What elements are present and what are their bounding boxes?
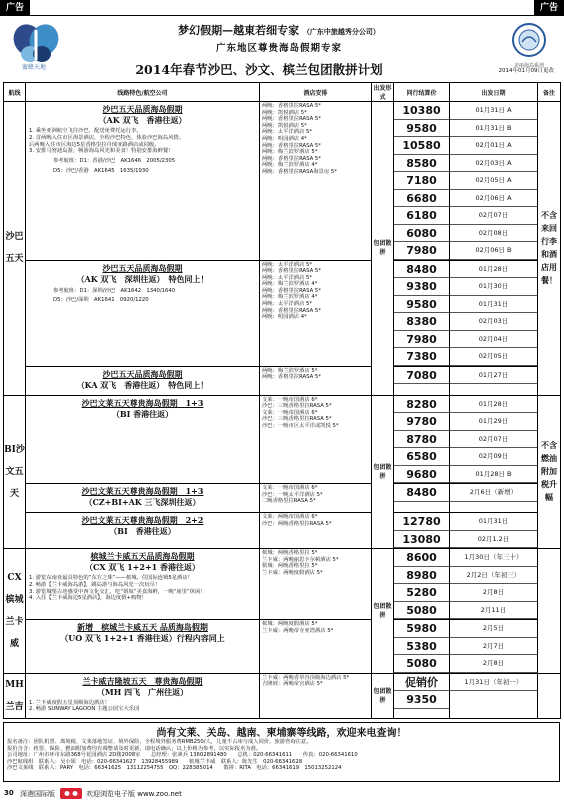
section-row bbox=[4, 484, 561, 513]
website-link[interactable]: 欢迎浏览电子版 www.zoo.net bbox=[86, 790, 182, 798]
feature-note: 后两晚入住市区海边5星香格里拉丹绒亚路酒店或同级。 bbox=[29, 141, 160, 148]
product-code: （MH 四飞 广州往返） bbox=[96, 686, 189, 697]
date-cell bbox=[450, 549, 538, 620]
footer-note-1: 报名备注：团队机票、离境税、文莱落地签证、境外保险、全程境外服务费RMB250/人，儿童不占床与成人同价，旅游咨询注意。 bbox=[7, 739, 312, 745]
updated-date: 2014年01月09日更改 bbox=[498, 68, 554, 74]
hotel-cell bbox=[260, 549, 372, 620]
price-value: 8480 bbox=[394, 484, 449, 502]
hotel-cell bbox=[260, 620, 372, 674]
date-cell bbox=[450, 260, 538, 366]
section-row bbox=[4, 620, 561, 674]
departure-date: 02月07日 bbox=[450, 431, 537, 449]
feature-note: 3. 游览城堡古迹感受中西文化交汇，吃“姐妹”美食海鲜，一晚“庙里”休闲！ bbox=[29, 588, 206, 595]
hotel-line: 文莱：两晚帝国酒店 6* bbox=[262, 514, 318, 520]
hotel-line: 沙巴：两晚香格里拉RASA 5* bbox=[262, 520, 332, 527]
departure-date: 02月04日 bbox=[450, 331, 537, 349]
price-value: 7380 bbox=[394, 348, 449, 366]
remark-cell bbox=[538, 549, 561, 674]
flight-info: 参考航班：D1：深圳/沙巴 AK1642 1340/1640 bbox=[53, 287, 176, 294]
departure-date: 02月1.2日 bbox=[450, 531, 537, 549]
price-value: 5280 bbox=[394, 584, 449, 602]
feature-note: 2. 畅游【兰卡威海岛游】，跳岛游与海岛风光一次玩尽！ bbox=[29, 581, 161, 588]
price-value: 7980 bbox=[394, 242, 449, 260]
route-cell bbox=[26, 620, 260, 674]
price-value: 9680 bbox=[394, 466, 449, 484]
departure-date: 02月06日 A bbox=[450, 190, 537, 208]
departure-date: 02月05日 bbox=[450, 348, 537, 366]
product-code: （CX 双飞 1+2+1 香港往返） bbox=[84, 562, 201, 572]
remark-cell bbox=[538, 673, 561, 718]
price-value: 6180 bbox=[394, 207, 449, 225]
feature-note: 2. 首两晚入住市区海景酒店，全程沙巴特色，体验沙巴海岛风情。 bbox=[29, 134, 185, 141]
departure-date: 02月09日 bbox=[450, 448, 537, 466]
remark-cell: 不含来回行李和酒店用餐！ bbox=[538, 102, 561, 396]
price-value: 9580 bbox=[394, 120, 449, 138]
departure-date: 01月27日 bbox=[450, 367, 537, 385]
feature-note: 1. 游览东南亚最具特色的“东方之珠”——槟城，住国际连锁5星酒店！ bbox=[29, 575, 193, 581]
section-row bbox=[4, 673, 561, 718]
hotel-line: 两晚：梅兰滨罗酒店 5* bbox=[262, 149, 318, 156]
price-cell bbox=[394, 513, 450, 549]
hotel-line: 两晚：梅兰滨罗酒店 5* bbox=[262, 367, 318, 374]
product-title: 沙巴文莱五天尊贵海岛假期 1+3 bbox=[81, 397, 204, 408]
price-cell bbox=[394, 102, 450, 261]
hotel-line: 沙巴：一晚市区太平洋或凯悦 5* bbox=[262, 422, 339, 429]
col-date: 出发日期 bbox=[450, 83, 538, 102]
departure-date: 02月08日 bbox=[450, 225, 537, 243]
product-code: （CZ+BI+AK 三飞深圳往返） bbox=[84, 497, 201, 507]
hotel-line: 兰卡威：两晚丽思卡尔顿酒店 5* bbox=[262, 556, 339, 563]
price-value: 7180 bbox=[394, 172, 449, 190]
route-cell bbox=[26, 366, 260, 395]
hotel-line: 槟城：两晚香格里拉 5* bbox=[262, 550, 318, 556]
price-value: 9380 bbox=[394, 278, 449, 296]
footer-contact-3: 沙巴文莱线 联系人：PARY 电话：66341625 13112254755 QQ：228385014 散拼：RITA 电话：66341619 15013252124 bbox=[7, 765, 342, 772]
region-cell: MH兰吉 bbox=[4, 673, 26, 718]
price-value: 8280 bbox=[394, 396, 449, 414]
price-value: 10580 bbox=[394, 137, 449, 155]
hotel-line: 两晚：香格里拉RASA 5* bbox=[262, 287, 321, 294]
ad-label-right: 广告 bbox=[534, 0, 564, 16]
feature-note: 3. 安排马努迪岛游，畅游海岛风光和美食！特别安排海鲜餐！ bbox=[29, 148, 174, 155]
price-value: 6580 bbox=[394, 448, 449, 466]
price-value: 6080 bbox=[394, 225, 449, 243]
hotel-line: 文莱：一晚帝国酒店 6* bbox=[262, 396, 318, 403]
col-form: 出发形式 bbox=[372, 83, 394, 102]
region-cell: CX槟城兰卡威 bbox=[4, 549, 26, 674]
hotel-cell bbox=[260, 366, 372, 395]
date-cell bbox=[450, 513, 538, 549]
price-value: 6680 bbox=[394, 190, 449, 208]
price-value: 8600 bbox=[394, 549, 449, 567]
hotel-line: 沙巴：三晚香格里拉RASA 5* bbox=[262, 416, 332, 423]
price-cell bbox=[394, 395, 450, 484]
departure-form-cell: 包团散拼 bbox=[372, 673, 394, 718]
feature-note: 2. 畅游 SUNWAY LAGOON 主题公园宝大乐园 bbox=[29, 706, 140, 713]
header-subtitle: 广东地区尊贵海岛假期专家 bbox=[215, 43, 342, 54]
hotel-cell bbox=[260, 395, 372, 484]
section-row bbox=[4, 366, 561, 395]
price-value: 促销价 bbox=[394, 674, 449, 692]
hotel-line: 二晚香格里拉RASA 5* bbox=[262, 498, 316, 505]
hotel-line: 两晚：梅兰滨罗酒店 4* bbox=[262, 281, 318, 288]
date-cell bbox=[450, 395, 538, 484]
price-value: 9780 bbox=[394, 413, 449, 431]
departure-date: 2月5日 bbox=[450, 620, 537, 638]
date-cell bbox=[450, 620, 538, 674]
region-cell: BI沙文五天 bbox=[4, 395, 26, 549]
departure-date: 1月30日（年三十） bbox=[450, 549, 537, 567]
route-cell bbox=[26, 484, 260, 513]
price-value: 10380 bbox=[394, 102, 449, 120]
footer-contact-2: 沙巴航线组 联系人：吴小姐 电话：020-66341627 13928455989 槟城兰卡威 联系人：陈先生 020-66341628 bbox=[7, 758, 303, 765]
price-value: 5080 bbox=[394, 602, 449, 620]
departure-date: 02月03日 A bbox=[450, 155, 537, 173]
price-cell bbox=[394, 673, 450, 718]
hotel-line: 两晚：香格里拉RASA 5* bbox=[262, 155, 321, 162]
hotel-line: 兰卡威：两晚香草谷顶级海边酒店 5* bbox=[262, 674, 350, 681]
price-cell bbox=[394, 484, 450, 513]
departure-date: 01月31日 bbox=[450, 513, 537, 531]
hotel-cell bbox=[260, 484, 372, 513]
departure-date: 01月28日 bbox=[450, 261, 537, 279]
hotel-line: 两晚：香格里拉RASA 5* bbox=[262, 268, 321, 275]
header-title bbox=[64, 22, 494, 38]
departure-date: 02月07日 bbox=[450, 207, 537, 225]
itinerary-table bbox=[3, 82, 561, 719]
hotel-cell bbox=[260, 260, 372, 366]
hotel-line: 两晚：香格里拉RASA 5* bbox=[262, 142, 321, 149]
feature-note: 4. 入住【兰卡威海边5星酒店】，海边度假+购物！ bbox=[29, 595, 147, 602]
route-cell bbox=[26, 513, 260, 549]
product-title: 沙巴五天品质海岛假期 bbox=[102, 368, 183, 379]
hotel-line: 两晚：太平洋酒店 5* bbox=[262, 261, 313, 268]
price-value: 5080 bbox=[394, 655, 449, 673]
flight-info: 参考航班：D1：香港/沙巴 AK1646 2005/2305 bbox=[53, 158, 176, 165]
price-value: 8580 bbox=[394, 155, 449, 173]
section-row bbox=[4, 513, 561, 549]
footer-note-2: 报价含含：机票、保险、燃油附加费均有调整请及时更新，请电话确认；以上价格为参考，以实际报名为准。 bbox=[7, 745, 262, 752]
price-value: 8480 bbox=[394, 261, 449, 279]
route-cell bbox=[26, 260, 260, 366]
price-value: 13080 bbox=[394, 531, 449, 549]
section-row bbox=[4, 102, 561, 261]
hotel-line: 两晚：太平洋酒店 5* bbox=[262, 301, 313, 308]
footer-title: 尚有文莱、关岛、越南、柬埔寨等线路，欢迎来电查询！ bbox=[156, 728, 407, 739]
price-cell bbox=[394, 366, 450, 395]
departure-date: 2月6日（新增） bbox=[450, 484, 537, 502]
hotel-line: 两晚：梅兰滨罗酒店 4* bbox=[262, 162, 318, 169]
route-cell bbox=[26, 673, 260, 718]
ad-label-left: 广告 bbox=[0, 0, 30, 16]
product-code: （BI 香港往返） bbox=[111, 408, 174, 419]
region-cell: 沙巴五天 bbox=[4, 102, 26, 396]
departure-date: 02月06日 B bbox=[450, 242, 537, 260]
hotel-line: 两晚：太平洋酒店 5* bbox=[262, 129, 313, 136]
price-value: 7080 bbox=[394, 367, 449, 385]
hotel-line: 两晚：香格里拉RASA 5* bbox=[262, 374, 321, 381]
departure-form-cell: 包团散拼 bbox=[372, 102, 394, 396]
departure-form-cell: 包团散拼 bbox=[372, 395, 394, 549]
product-title: 沙巴五天品质海岛假期 bbox=[102, 104, 183, 114]
hotel-line: 兰卡威：两晚度假酒店 5* bbox=[262, 569, 323, 576]
hotel-line: 沙巴：一晚太平洋酒店 5* bbox=[262, 491, 323, 498]
route-cell bbox=[26, 395, 260, 484]
product-title: 沙巴文莱五天尊贵海岛假期 1+3 bbox=[81, 486, 204, 496]
bottom-bar bbox=[0, 788, 564, 800]
hotel-line: 两晚：香格里拉RASA 5* bbox=[262, 307, 321, 314]
price-cell bbox=[394, 549, 450, 620]
product-code: （AK 双飞 香港往返） bbox=[98, 115, 187, 125]
footer-panel bbox=[3, 722, 560, 782]
col-price: 同行结算价 bbox=[394, 83, 450, 102]
price-value: 8980 bbox=[394, 567, 449, 585]
departure-date: 02月03日 bbox=[450, 313, 537, 331]
price-value: 7980 bbox=[394, 331, 449, 349]
product-title: 沙巴文莱五天尊贵海岛假期 2+2 bbox=[81, 515, 204, 525]
date-cell bbox=[450, 366, 538, 395]
section-row bbox=[4, 260, 561, 366]
price-cell bbox=[394, 620, 450, 674]
product-title: 新增 槟城兰卡威五天 品质海岛假期 bbox=[77, 622, 208, 632]
itinerary-body bbox=[4, 102, 561, 719]
price-value: 8380 bbox=[394, 313, 449, 331]
table-header-row bbox=[4, 83, 561, 102]
hotel-line: 兰卡威：两晚帝寺亚湾酒店 5* bbox=[262, 627, 334, 634]
departure-date: 01月28日 bbox=[450, 396, 537, 414]
hotel-cell bbox=[260, 673, 372, 718]
departure-date: 01月28日 B bbox=[450, 466, 537, 484]
date-cell bbox=[450, 484, 538, 513]
hotel-line: 槟城：两晚度假酒店 5* bbox=[262, 621, 318, 627]
product-title: 沙巴五天品质海岛假期 bbox=[102, 262, 183, 273]
header bbox=[4, 18, 560, 84]
price-value: 5380 bbox=[394, 638, 449, 656]
feature-note: 1. 兰卡威度假五星顶级海边酒店！ bbox=[29, 699, 110, 706]
date-cell bbox=[450, 673, 538, 718]
price-value: 9350 bbox=[394, 691, 449, 709]
departure-date: 2月11日 bbox=[450, 602, 537, 620]
page-number: 30 bbox=[4, 789, 14, 797]
hotel-line: 沙巴：三晚香格里拉RASA 5* bbox=[262, 403, 332, 410]
hotel-line: 两晚：明园酒店 4* bbox=[262, 314, 307, 321]
departure-date: 02月01日 A bbox=[450, 137, 537, 155]
product-code: （KA 双飞 香港往返） 特色同上！ bbox=[76, 379, 209, 390]
departure-form-cell: 包团散拼 bbox=[372, 549, 394, 674]
badge-text: 美丽海岛系列 bbox=[513, 63, 544, 69]
hotel-line: 槟城：两晚香格里拉 5* bbox=[262, 563, 318, 570]
hotel-line: 两晚：凯悦酒店 5* bbox=[262, 122, 307, 129]
flight-info: D5：沙巴/香港 AK1645 1635/1930 bbox=[53, 167, 149, 174]
product-code: （BI 香港往返） bbox=[109, 526, 176, 536]
footer-contact-1: 公司地址：广州市环市东路368号花园酒店 2D楼2008室 总经理：张素兵 13602891480 总机：020-66341611 传真：020-66341610 bbox=[7, 752, 358, 759]
hotel-line: 两晚：香格里拉RASA 5* bbox=[262, 103, 321, 109]
hotel-cell bbox=[260, 102, 372, 261]
hotel-line: 两晚：太平洋酒店 5* bbox=[262, 274, 313, 281]
price-cell bbox=[394, 260, 450, 366]
section-row bbox=[4, 395, 561, 484]
col-hotel: 酒店安排 bbox=[260, 83, 372, 102]
departure-date: 01月31日 A bbox=[450, 102, 537, 120]
col-route: 线路特色/航空公司 bbox=[26, 83, 260, 102]
hotel-line: 两晚：明园酒店 4* bbox=[262, 135, 307, 142]
departure-date: 01月30日 bbox=[450, 278, 537, 296]
col-region: 航线 bbox=[4, 83, 26, 102]
price-value: 5980 bbox=[394, 620, 449, 638]
departure-date: 01月31日 bbox=[450, 296, 537, 314]
header-title-sub: （广东中旅越秀分公司） bbox=[302, 27, 380, 36]
product-code: （UO 双飞 1+2+1 香港往返）行程内容同上 bbox=[60, 633, 225, 643]
remark-cell: 不含燃油附加税升幅 bbox=[538, 395, 561, 549]
departure-date: 01月31日 B bbox=[450, 120, 537, 138]
departure-date: 1月31日（年初一） bbox=[450, 674, 537, 692]
zoo-logo-icon bbox=[60, 788, 82, 799]
hotel-line: 文莱：一晚帝国酒店 6* bbox=[262, 485, 318, 491]
departure-date: 2月8日 bbox=[450, 584, 537, 602]
product-title: 兰卡威吉隆坡五天 尊贵海岛假期 bbox=[82, 675, 203, 686]
departure-date: 2月2日（年初三） bbox=[450, 567, 537, 585]
hotel-line: 两晚：香格里拉RASA海景房 5* bbox=[262, 168, 337, 175]
departure-date: 02月05日 A bbox=[450, 172, 537, 190]
price-value: 9580 bbox=[394, 296, 449, 314]
hotel-line: 两晚：香格里拉RASA 5* bbox=[262, 116, 321, 123]
hotel-cell bbox=[260, 513, 372, 549]
hotel-line: 吉隆坡：两晚帝宫酒店 5* bbox=[262, 681, 323, 688]
product-title: 槟城兰卡威五天品质海岛假期 bbox=[90, 551, 195, 561]
price-value: 12780 bbox=[394, 513, 449, 531]
header-headline: 2014年春节沙巴、沙文、槟兰包团散拼计划 bbox=[135, 62, 383, 77]
publication-name: 深港国际版 bbox=[20, 790, 55, 798]
feature-note: 1. 乘坐亚洲航空飞往沙巴，配送免费托运行李。 bbox=[29, 128, 142, 134]
top-ad-bar bbox=[0, 0, 564, 16]
header-title-main: 梦幻假期—越東若细专家 bbox=[178, 24, 300, 37]
seal-badge-icon bbox=[506, 22, 552, 62]
route-cell bbox=[26, 549, 260, 620]
price-value: 8780 bbox=[394, 431, 449, 449]
section-row bbox=[4, 549, 561, 620]
departure-date: 2月8日 bbox=[450, 655, 537, 673]
hotel-line: 两晚：梅兰滨罗酒店 4* bbox=[262, 294, 318, 301]
hotel-line: 两晚：凯悦酒店 5* bbox=[262, 109, 307, 116]
departure-date: 2月7日 bbox=[450, 638, 537, 656]
product-code: （AK 双飞 深圳往返） 特色同上！ bbox=[76, 273, 209, 284]
hotel-line: 文莱：一晚帝国酒店 6* bbox=[262, 409, 318, 416]
departure-date: 01月29日 bbox=[450, 413, 537, 431]
date-cell bbox=[450, 102, 538, 261]
route-cell bbox=[26, 102, 260, 261]
logo-text: 蜜蜂天地 bbox=[21, 64, 46, 71]
col-remark: 备注 bbox=[538, 83, 561, 102]
flight-info: D5：沙巴/深圳 AK1641 0920/1220 bbox=[53, 297, 149, 304]
